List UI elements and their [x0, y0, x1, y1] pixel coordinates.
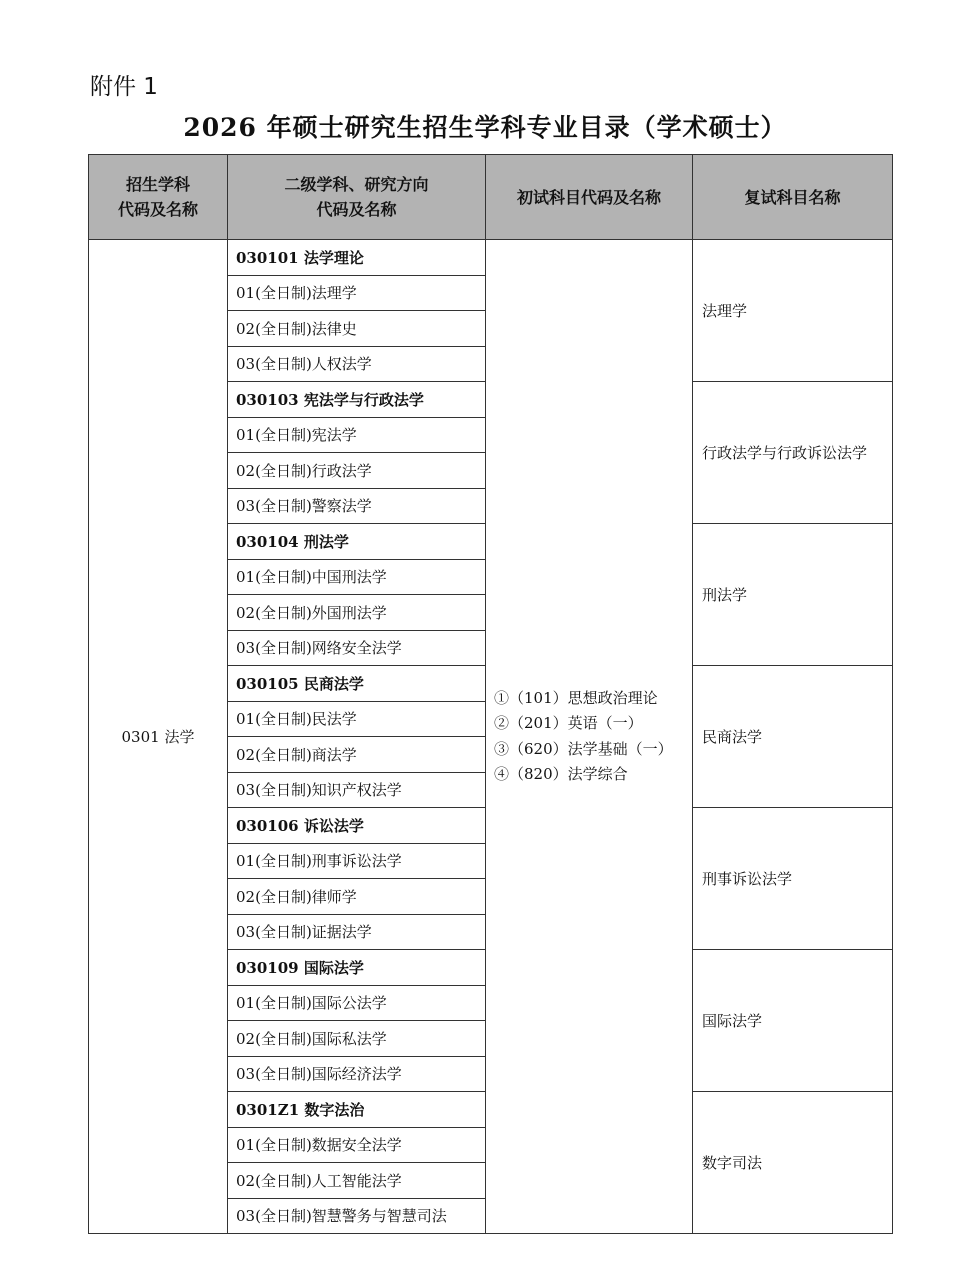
retest-cell: 刑事诉讼法学: [693, 808, 893, 950]
header-initial-exam: 初试科目代码及名称: [486, 155, 693, 240]
retest-cell: 数字司法: [693, 1092, 893, 1234]
attachment-label: 附件 1: [90, 74, 158, 100]
retest-cell: 民商法学: [693, 666, 893, 808]
research-direction: 02(全日制)商法学: [228, 737, 486, 773]
research-direction: 03(全日制)警察法学: [228, 488, 486, 524]
initial-exam-cell: [486, 240, 693, 1234]
header-discipline-line1: 招生学科: [125, 175, 190, 194]
research-direction: 02(全日制)法律史: [228, 311, 486, 347]
initial-exam-item: ①（101）思想政治理论: [494, 688, 658, 707]
subdiscipline-title: 030101 法学理论: [228, 240, 486, 276]
research-direction: 02(全日制)人工智能法学: [228, 1163, 486, 1199]
header-subdiscipline-line2: 代码及名称: [316, 200, 397, 219]
header-subdiscipline-line1: 二级学科、研究方向: [284, 175, 429, 194]
research-direction: 03(全日制)人权法学: [228, 346, 486, 382]
retest-cell: 刑法学: [693, 524, 893, 666]
research-direction: 03(全日制)国际经济法学: [228, 1056, 486, 1092]
research-direction: 03(全日制)知识产权法学: [228, 772, 486, 808]
research-direction: 02(全日制)外国刑法学: [228, 595, 486, 631]
subdiscipline-title: 030109 国际法学: [228, 950, 486, 986]
research-direction: 01(全日制)数据安全法学: [228, 1127, 486, 1163]
research-direction: 01(全日制)中国刑法学: [228, 559, 486, 595]
table-row: [89, 240, 893, 276]
research-direction: 02(全日制)行政法学: [228, 453, 486, 489]
retest-cell: 法理学: [693, 240, 893, 382]
discipline-cell: 0301 法学: [89, 240, 228, 1234]
subdiscipline-title: 030105 民商法学: [228, 666, 486, 702]
research-direction: 03(全日制)证据法学: [228, 914, 486, 950]
header-retest: 复试科目名称: [693, 155, 893, 240]
initial-exam-item: ③（620）法学基础（一）: [494, 739, 673, 758]
table-body: [89, 240, 893, 1234]
research-direction: 03(全日制)网络安全法学: [228, 630, 486, 666]
initial-exam-item: ④（820）法学综合: [494, 765, 628, 783]
retest-cell: 行政法学与行政诉讼法学: [693, 382, 893, 524]
research-direction: 02(全日制)国际私法学: [228, 1021, 486, 1057]
header-subdiscipline: [228, 155, 486, 240]
subdiscipline-title: 030104 刑法学: [228, 524, 486, 560]
research-direction: 01(全日制)刑事诉讼法学: [228, 843, 486, 879]
research-direction: 01(全日制)宪法学: [228, 417, 486, 453]
subdiscipline-title: 030103 宪法学与行政法学: [228, 382, 486, 418]
research-direction: 03(全日制)智慧警务与智慧司法: [228, 1198, 486, 1234]
research-direction: 01(全日制)法理学: [228, 275, 486, 311]
initial-exam-item: ②（201）英语（一）: [494, 714, 643, 732]
retest-cell: 国际法学: [693, 950, 893, 1092]
catalog-table: [88, 154, 893, 1234]
subdiscipline-title: 030106 诉讼法学: [228, 808, 486, 844]
research-direction: 01(全日制)国际公法学: [228, 985, 486, 1021]
table-header-row: [89, 155, 893, 240]
subdiscipline-title: 0301Z1 数字法治: [228, 1092, 486, 1128]
header-discipline: [89, 155, 228, 240]
document-title: 2026 年硕士研究生招生学科专业目录（学术硕士）: [183, 113, 787, 142]
research-direction: 02(全日制)律师学: [228, 879, 486, 915]
header-discipline-line2: 代码及名称: [117, 200, 198, 219]
research-direction: 01(全日制)民法学: [228, 701, 486, 737]
